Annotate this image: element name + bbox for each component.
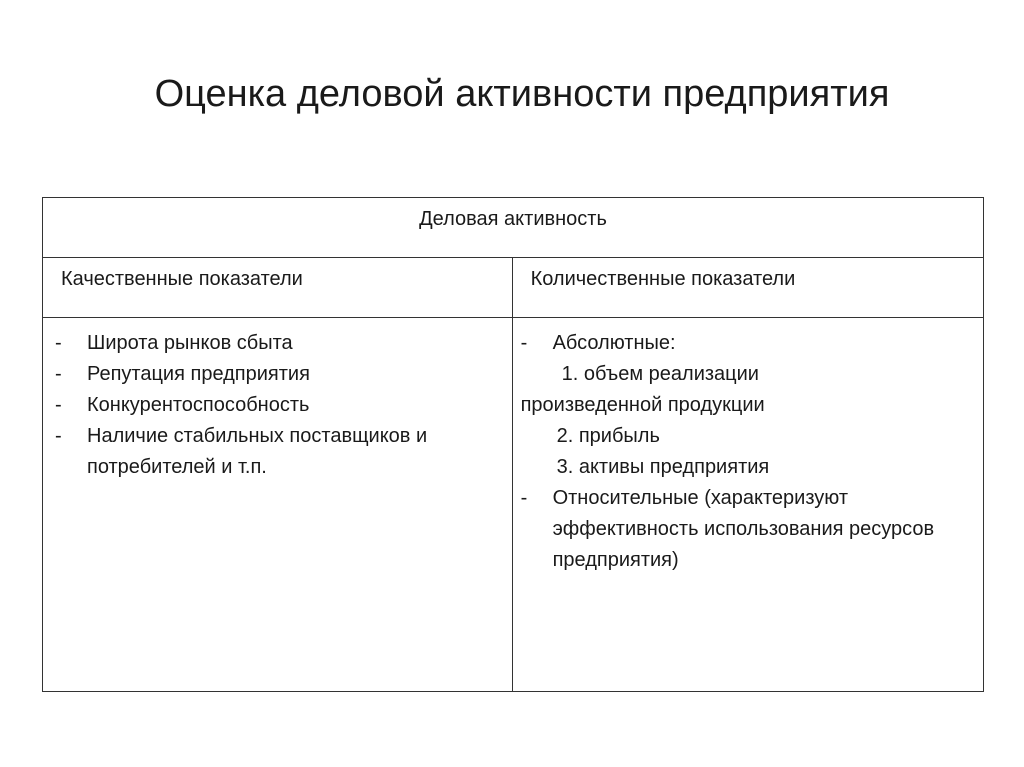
quantitative-heading-cell xyxy=(512,258,983,318)
table-header-label: Деловая активность xyxy=(419,208,607,230)
list-item xyxy=(55,421,502,483)
bullet-dash: - xyxy=(520,332,528,354)
list-item xyxy=(55,328,502,359)
qualitative-list-cell xyxy=(43,318,513,692)
business-activity-table xyxy=(42,197,984,692)
list-item-text: Конкурентоспособность xyxy=(87,394,310,416)
list-item xyxy=(521,328,973,359)
list-item-text: Репутация предприятия xyxy=(87,363,310,385)
absolute-item-1-line-2: произведенной продукции xyxy=(520,394,765,416)
list-item xyxy=(521,483,973,576)
list-item xyxy=(55,390,502,421)
absolute-label: Абсолютные: xyxy=(552,332,676,354)
bullet-dash: - xyxy=(55,332,62,354)
absolute-item-2: 2. прибыль xyxy=(556,425,660,447)
list-item-text: Широта рынков сбыта xyxy=(87,332,293,354)
table-subheader-row xyxy=(43,258,984,318)
table-header-cell xyxy=(43,198,984,258)
relative-label: Относительные (характеризуют эффективность использования ресурсов предприятия) xyxy=(552,487,935,571)
list-item-text: Наличие стабильных поставщиков и потребителей и т.п. xyxy=(87,425,428,478)
quantitative-list-cell xyxy=(512,318,983,692)
quantitative-heading: Количественные показатели xyxy=(530,268,796,290)
table-header-row xyxy=(43,198,984,258)
table-content-row xyxy=(43,318,984,692)
quantitative-list xyxy=(513,318,983,576)
absolute-item-3: 3. активы предприятия xyxy=(556,456,770,478)
qualitative-heading: Качественные показатели xyxy=(61,268,303,290)
bullet-dash: - xyxy=(55,363,62,385)
qualitative-list xyxy=(43,318,512,483)
bullet-dash: - xyxy=(55,394,62,416)
absolute-item-1-line-1: 1. объем реализации xyxy=(561,363,759,385)
bullet-dash: - xyxy=(520,487,528,509)
bullet-dash: - xyxy=(55,425,62,447)
list-item xyxy=(55,359,502,390)
qualitative-heading-cell xyxy=(43,258,513,318)
page-title: Оценка деловой активности предприятия xyxy=(154,73,890,115)
